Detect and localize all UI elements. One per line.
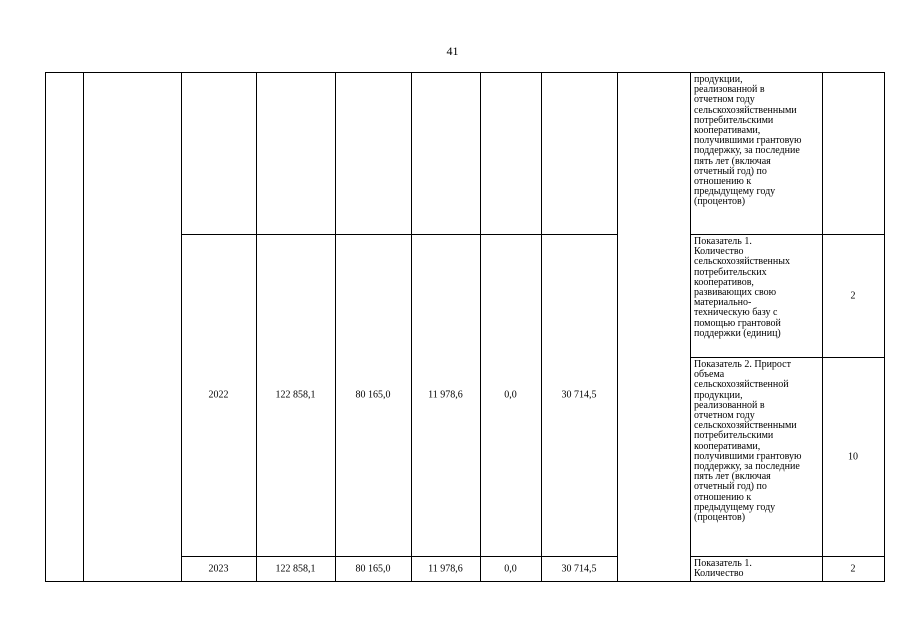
indicator-divider-2 bbox=[690, 357, 885, 358]
table-top-border bbox=[45, 72, 885, 73]
indicator-2022-1-value: 2 bbox=[850, 290, 856, 302]
col3-2022: 11 978,6 bbox=[428, 389, 463, 401]
col5-2022: 30 714,5 bbox=[561, 389, 597, 401]
indicator-2022-2-text: Показатель 2. Прирост объема сельскохозяйственной продукции, реализованной в отчетном году сельскохозяйственными потребительскими кооперативами, получившими грантовую поддержку, за последние пять лет (включая отчетный год) по отношению к предыдущему году (процентов) bbox=[694, 359, 802, 524]
table-bottom-border bbox=[45, 581, 885, 582]
indicator-2022-2-value: 10 bbox=[848, 451, 858, 463]
total-2023: 122 858,1 bbox=[275, 563, 316, 575]
page-number: 41 bbox=[446, 44, 459, 58]
indicator-divider-3 bbox=[690, 556, 885, 557]
year-2022: 2022 bbox=[208, 389, 229, 401]
col-line-3 bbox=[256, 72, 257, 582]
col-line-10 bbox=[822, 72, 823, 582]
col-line-1 bbox=[83, 72, 84, 582]
col4-2023: 0,0 bbox=[504, 563, 517, 575]
col-line-6 bbox=[480, 72, 481, 582]
col-line-9 bbox=[690, 72, 691, 582]
col5-2023: 30 714,5 bbox=[561, 563, 597, 575]
col-line-2 bbox=[181, 72, 182, 582]
col-line-11 bbox=[884, 72, 885, 582]
indicator-2023-1-value: 2 bbox=[850, 563, 856, 575]
indicator-continuation-text: продукции, реализованной в отчетном году сельскохозяйственными потребительскими кооперативами, получившими грантовую поддержку, за последние пять лет (включая отчетный год) по отношению к предыдущему году (процентов) bbox=[694, 74, 802, 208]
total-2022: 122 858,1 bbox=[275, 389, 316, 401]
col-line-8 bbox=[617, 72, 618, 582]
col3-2023: 11 978,6 bbox=[428, 563, 463, 575]
col-line-4 bbox=[335, 72, 336, 582]
year-2023: 2023 bbox=[208, 563, 229, 575]
row-divider-2022-top bbox=[181, 234, 617, 235]
row-divider-2023-top bbox=[181, 556, 617, 557]
indicator-2023-1-text: Показатель 1. Количество bbox=[694, 558, 752, 580]
col2-2023: 80 165,0 bbox=[355, 563, 391, 575]
indicator-2022-1-text: Показатель 1. Количество сельскохозяйственных потребительских кооперативов, развивающих свою материально- техническую базу с помощью грантовой поддержки (единиц) bbox=[694, 236, 790, 339]
indicator-divider-1 bbox=[690, 234, 885, 235]
col2-2022: 80 165,0 bbox=[355, 389, 391, 401]
col4-2022: 0,0 bbox=[504, 389, 517, 401]
col-line-5 bbox=[411, 72, 412, 582]
col-line-7 bbox=[541, 72, 542, 582]
col-line-0 bbox=[45, 72, 46, 582]
